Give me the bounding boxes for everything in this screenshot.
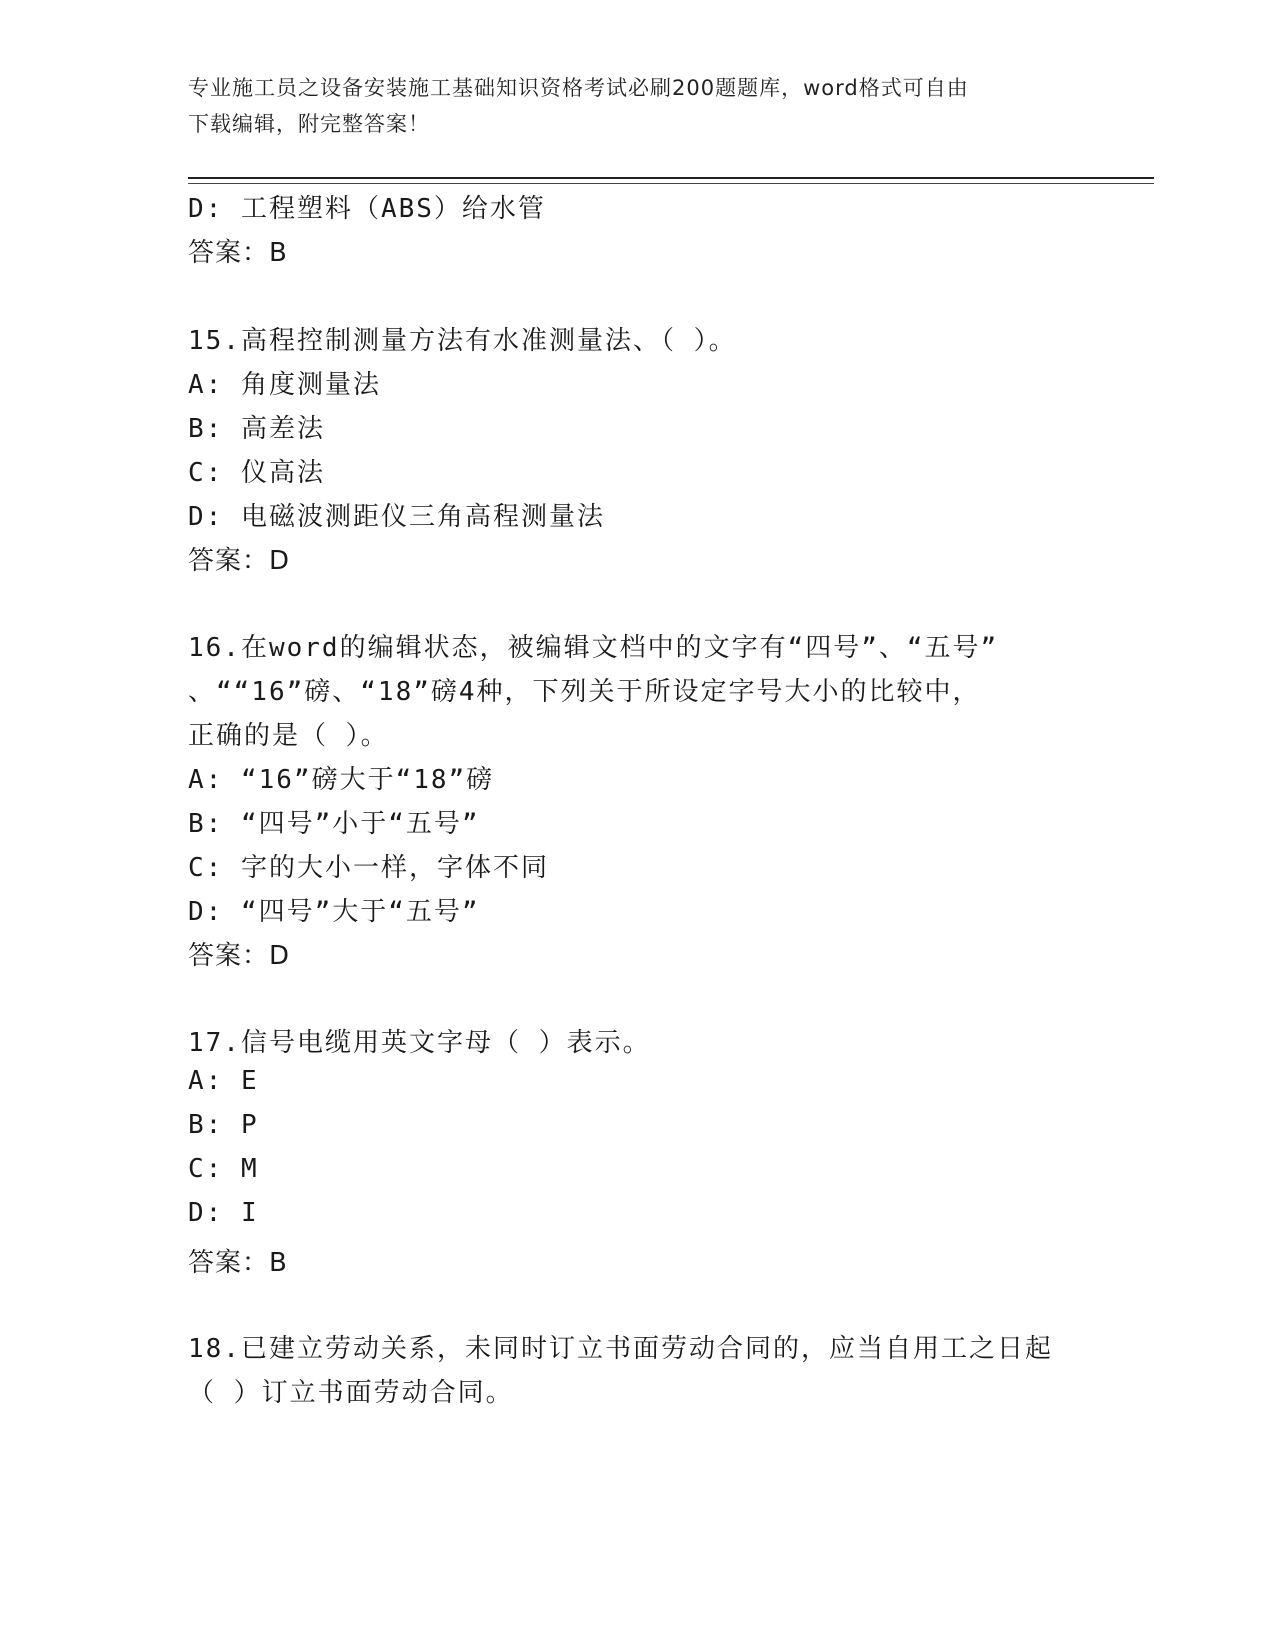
question-16-option-c: C: 字的大小一样，字体不同	[188, 853, 549, 883]
question-17-stem: 17.信号电缆用英文字母（ ）表示。	[188, 1028, 651, 1058]
question-15-stem: 15.高程控制测量方法有水准测量法、（ ）。	[188, 326, 737, 356]
question-18-stem-line-2: （ ）订立书面劳动合同。	[188, 1378, 514, 1408]
question-15-option-c: C: 仪高法	[188, 458, 325, 488]
header-title-line-2: 下载编辑，附完整答案！	[188, 112, 430, 136]
header-divider-thick	[188, 177, 1154, 179]
prev-question-option-d: D: 工程塑料（ABS）给水管	[188, 194, 546, 224]
page-header	[188, 70, 1088, 142]
question-17-option-c: C: M	[188, 1154, 259, 1184]
question-16-option-d: D: “四号”大于“五号”	[188, 897, 480, 927]
question-18-stem-line-1: 18.已建立劳动关系，未同时订立书面劳动合同的，应当自用工之日起	[188, 1334, 1053, 1364]
question-15-answer: 答案：D	[188, 546, 291, 576]
header-divider-thin	[188, 183, 1154, 184]
header-title-line-1: 专业施工员之设备安装施工基础知识资格考试必刷200题题库，word格式可自由	[188, 76, 969, 100]
question-16-stem-line-2: 、““16”磅、“18”磅4种，下列关于所设定字号大小的比较中，	[188, 677, 981, 707]
question-16-answer: 答案：D	[188, 941, 291, 971]
prev-question-answer: 答案：B	[188, 238, 288, 268]
question-16-stem-line-3: 正确的是（ ）。	[188, 721, 389, 751]
question-15-option-d: D: 电磁波测距仪三角高程测量法	[188, 502, 605, 532]
question-16-option-a: A: “16”磅大于“18”磅	[188, 765, 495, 795]
question-16-option-b: B: “四号”小于“五号”	[188, 809, 480, 839]
question-17-option-b: B: P	[188, 1110, 259, 1140]
question-15-option-a: A: 角度测量法	[188, 370, 381, 400]
question-15-option-b: B: 高差法	[188, 414, 325, 444]
question-17-answer: 答案：B	[188, 1248, 288, 1278]
question-16-stem-line-1: 16.在word的编辑状态，被编辑文档中的文字有“四号”、“五号”	[188, 633, 999, 663]
question-17-option-d: D: I	[188, 1198, 259, 1228]
question-17-option-a: A: E	[188, 1066, 259, 1096]
